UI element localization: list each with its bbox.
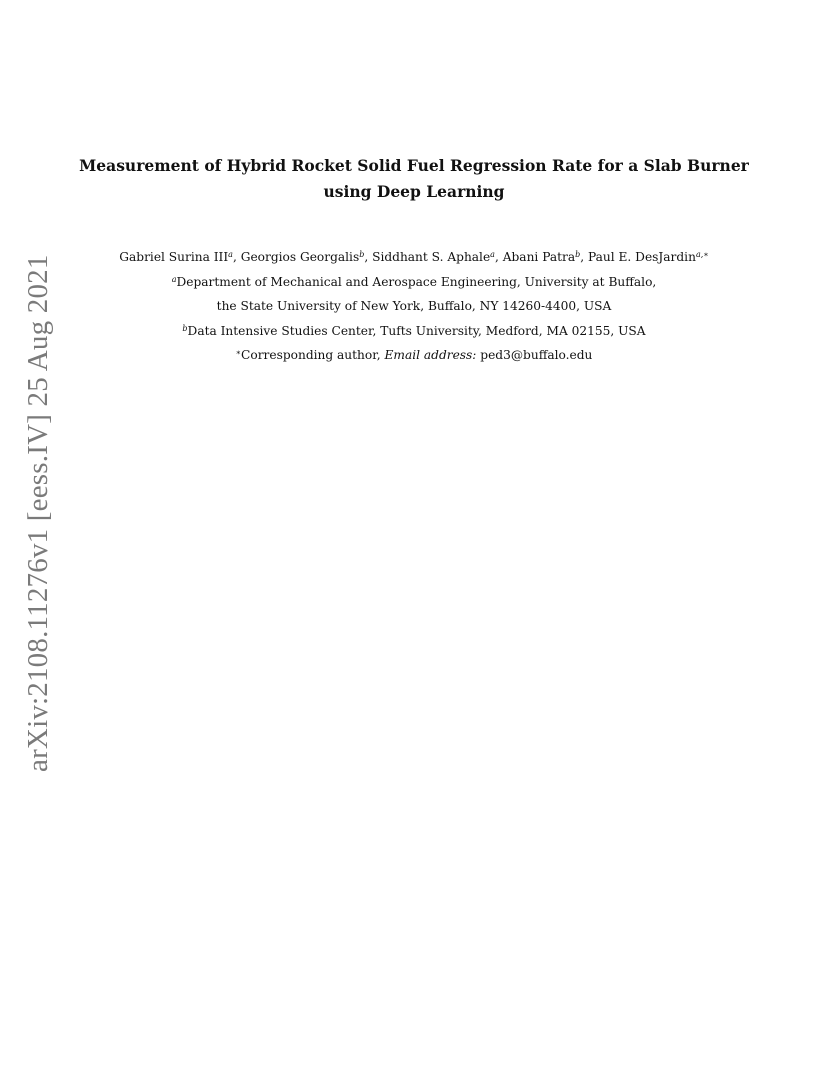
author-name: Gabriel Surina III [119,250,229,264]
author-name: Siddhant S. Aphale [372,250,491,264]
arxiv-identifier: arXiv:2108.11276v1 [eess.IV] 25 Aug 2021 [22,254,54,772]
author-affiliation-mark: a [490,250,495,259]
author-name: Georgios Georgalis [240,250,360,264]
author-separator: , [580,250,588,264]
paper-title [60,153,768,205]
author-affiliation-mark: b [359,250,365,259]
title-line-2: using Deep Learning [323,182,505,201]
email-address: ped3@buffalo.edu [476,348,593,362]
author-block [60,245,768,368]
affiliation-a-text: Department of Mechanical and Aerospace Engineering, University at Buffalo, [176,274,657,289]
author-name: Paul E. DesJardin [587,250,696,264]
author-affiliation-mark: b [575,250,581,259]
title-line-1: Measurement of Hybrid Rocket Solid Fuel Regression Rate for a Slab Burner [79,156,749,175]
affiliation-a-mark: a [171,274,177,284]
affiliation-a-line-1 [60,270,768,295]
author-separator: , [364,250,373,264]
affiliation-b-mark: b [182,323,188,333]
corresponding-author [60,343,768,368]
author-separator: , [494,250,503,264]
author-name: Abani Patra [502,250,576,264]
affiliation-a-line-2: the State University of New York, Buffalo, NY 14260-4400, USA [216,299,612,313]
corresponding-mark: ∗ [235,348,242,357]
author-list [60,245,768,270]
affiliation-b-text: Data Intensive Studies Center, Tufts University, Medford, MA 02155, USA [187,323,646,338]
affiliation-b [60,319,768,344]
email-label: Email address: [384,348,477,362]
corresponding-label: Corresponding author, [241,348,385,362]
author-affiliation-mark: a [228,250,233,259]
author-affiliation-mark: a,∗ [695,250,709,259]
author-separator: , [232,250,241,264]
